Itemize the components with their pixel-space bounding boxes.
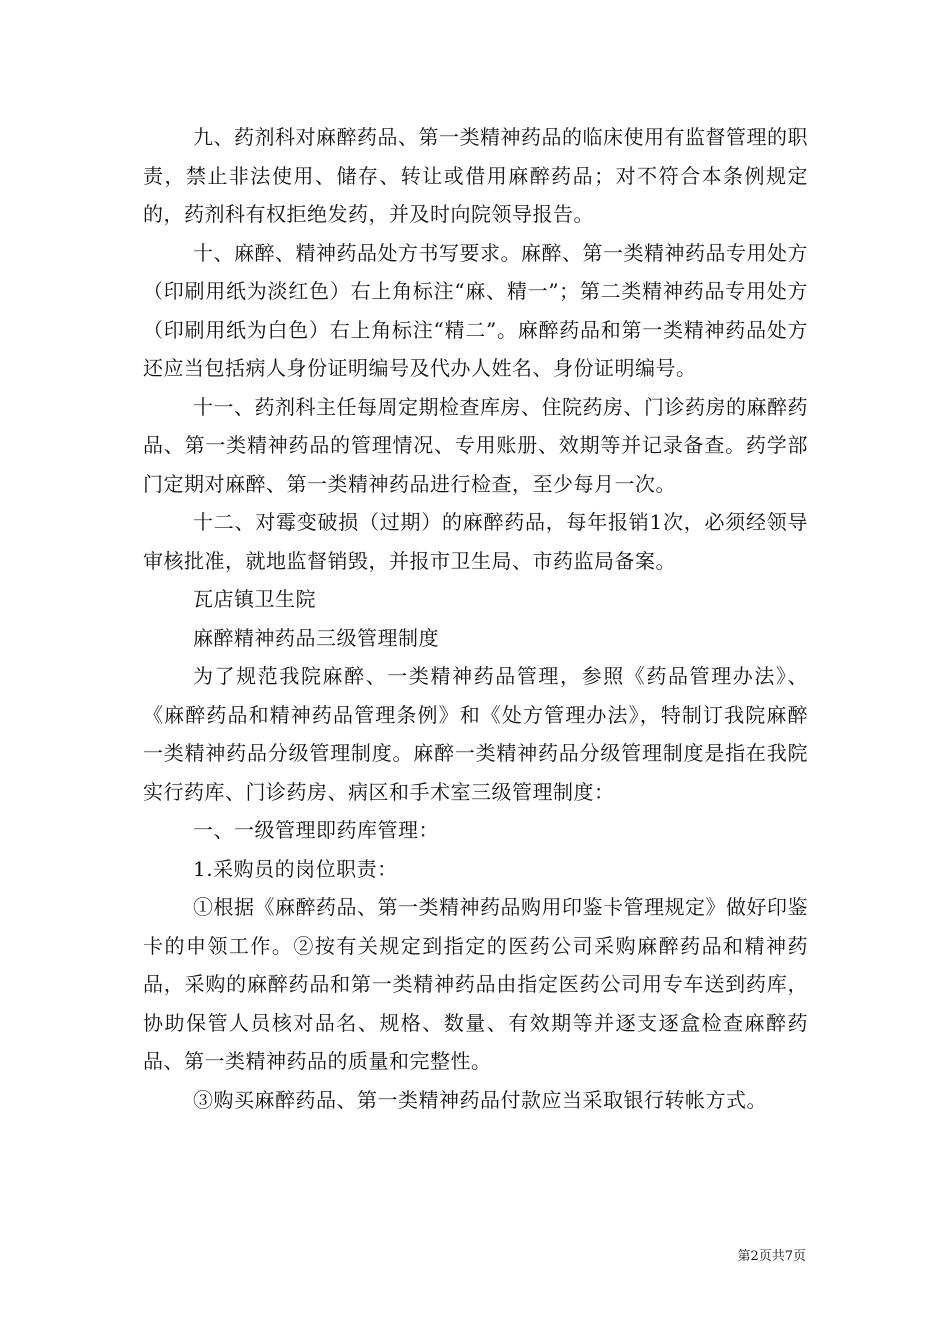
heading-buyer-duties: 1.采购员的岗位职责：: [193, 856, 398, 881]
paragraph-article-9: 九、药剂科对麻醉药品、第一类精神药品的临床使用有监督管理的职责，禁止非法使用、储存、转让或借用麻醉药品；对不符合本条例规定的，药剂科有权拒绝发药，并及时向院领导报告。: [143, 125, 808, 226]
paragraph-intro: 为了规范我院麻醉、一类精神药品管理，参照《药品管理办法》、《麻醉药品和精神药品管理条例》和《处方管理办法》，特制订我院麻醉一类精神药品分级管理制度。麻醉一类精神药品分级管理制度是指在我院实行药库、门诊药房、病区和手术室三级管理制度：: [143, 664, 808, 804]
page-number: 第2页共7页: [737, 1249, 806, 1264]
section-title: 麻醉精神药品三级管理制度: [193, 625, 439, 650]
paragraph-article-12: 十二、对霉变破损（过期）的麻醉药品，每年报销1次，必须经领导审核批准，就地监督销毁，并报市卫生局、市药监局备案。: [143, 510, 808, 573]
organization-name: 瓦店镇卫生院: [193, 587, 316, 611]
heading-level-1-management: 一、一级管理即药库管理：: [193, 818, 439, 842]
paragraph-buyer-duties-1-2: ①根据《麻醉药品、第一类精神药品购用印鉴卡管理规定》做好印鉴卡的申领工作。②按有关规定到指定的医药公司采购麻醉药品和精神药品，采购的麻醉药品和第一类精神药品由指定医药公司用专车送到药库，协助保管人员核对品名、规格、数量、有效期等并逐支逐盒检查麻醉药品、第一类精神药品的质量和完整性。: [143, 895, 808, 1073]
paragraph-article-11: 十一、药剂科主任每周定期检查库房、住院药房、门诊药房的麻醉药品、第一类精神药品的管理情况、专用账册、效期等并记录备查。药学部门定期对麻醉、第一类精神药品进行检查，至少每月一次。: [143, 394, 808, 496]
paragraph-buyer-duties-3: ③购买麻醉药品、第一类精神药品付款应当采取银行转帐方式。: [193, 1087, 767, 1112]
paragraph-article-10: 十、麻醉、精神药品处方书写要求。麻醉、第一类精神药品专用处方（印刷用纸为淡红色）右上角标注“麻、精一”；第二类精神药品专用处方（印刷用纸为白色）右上角标注“精二”。麻醉药品和第一类精神药品处方还应当包括病人身份证明编号及代办人姓名、身份证明编号。: [143, 240, 808, 380]
document-body: [143, 118, 808, 1119]
